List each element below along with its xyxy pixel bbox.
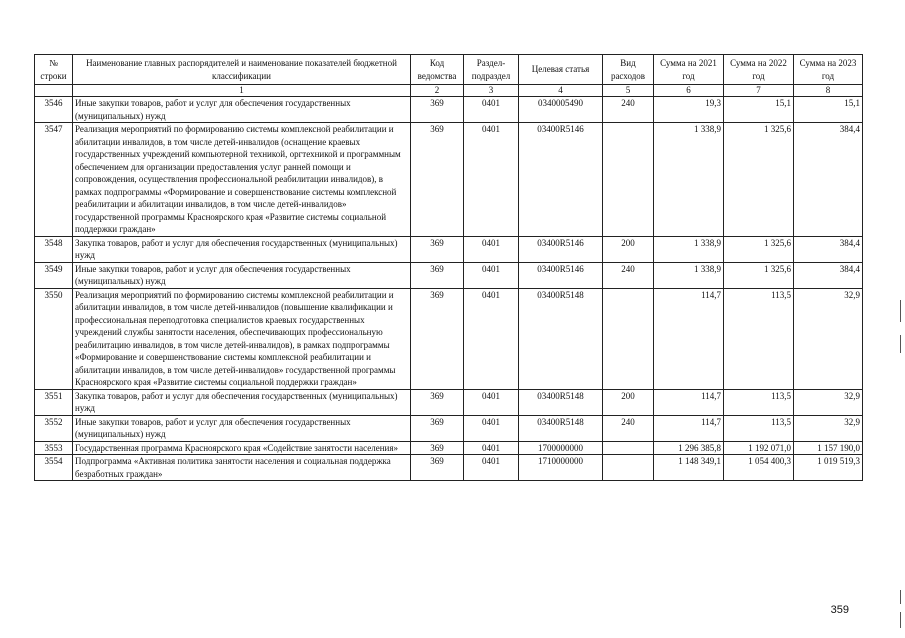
row-sum-2023: 32,9: [794, 288, 863, 389]
table-row: [35, 262, 863, 288]
row-sum-2022: 1 325,6: [724, 123, 794, 237]
row-sum-2021: 1 338,9: [654, 236, 724, 262]
row-sum-2023: 1 019 519,3: [794, 455, 863, 481]
row-dept-code: 369: [411, 288, 464, 389]
column-number-6: 6: [654, 85, 724, 97]
row-number: 3550: [35, 288, 73, 389]
header-row-number: № строки: [35, 55, 73, 85]
column-number-3: 3: [464, 85, 519, 97]
row-expense-type: 200: [603, 236, 654, 262]
row-name: Государственная программа Красноярского края «Содействие занятости населения»: [73, 441, 411, 455]
row-number: 3553: [35, 441, 73, 455]
row-name: Реализация мероприятий по формированию системы комплексной реабилитации и абилитации инвалидов, в том числе детей-инвалидов (оснащение краевых государственных учреждений компьютерной техникой, оргтехникой и программным обеспечением для организации предоставления услуг ранней помощи и сопровождения, осуществления профессиональной реабилитации инвалидов), в рамках подпрограммы «Формирование и совершенствование системы комплексной реабилитации и абилитации инвалидов, в том числе детей-инвалидов» государственной программы Красноярского края «Развитие системы социальной поддержки граждан»: [73, 123, 411, 237]
table-row: [35, 288, 863, 389]
table-row: [35, 236, 863, 262]
row-name: Закупка товаров, работ и услуг для обеспечения государственных (муниципальных) нужд: [73, 236, 411, 262]
row-dept-code: 369: [411, 262, 464, 288]
row-sum-2021: 1 338,9: [654, 123, 724, 237]
row-expense-type: [603, 455, 654, 481]
row-sum-2022: 1 054 400,3: [724, 455, 794, 481]
row-section: 0401: [464, 415, 519, 441]
column-number-5: 5: [603, 85, 654, 97]
table-row: [35, 97, 863, 123]
scan-edge-mark: [900, 335, 901, 353]
row-dept-code: 369: [411, 97, 464, 123]
row-number: 3554: [35, 455, 73, 481]
row-sum-2023: 384,4: [794, 236, 863, 262]
row-name: Иные закупки товаров, работ и услуг для обеспечения государственных (муниципальных) нужд: [73, 97, 411, 123]
table-row: [35, 455, 863, 481]
header-section: Раздел-подраздел: [464, 55, 519, 85]
row-name: Закупка товаров, работ и услуг для обеспечения государственных (муниципальных) нужд: [73, 389, 411, 415]
row-sum-2023: 32,9: [794, 389, 863, 415]
row-sum-2022: 1 192 071,0: [724, 441, 794, 455]
column-number-0: [35, 85, 73, 97]
row-name: Реализация мероприятий по формированию системы комплексной реабилитации и абилитации инвалидов, в том числе детей-инвалидов (повышение квалификации и профессиональная переподготовка специалистов краевых государственных учреждений службы занятости населения, обеспечивающих профессиональную реабилитацию инвалидов, в том числе детей-инвалидов), в рамках подпрограммы «Формирование и совершенствование системы комплексной реабилитации и абилитации инвалидов, в том числе детей-инвалидов» государственной программы Красноярского края «Развитие системы социальной поддержки граждан»: [73, 288, 411, 389]
header-sum-2023: Сумма на 2023 год: [794, 55, 863, 85]
row-sum-2023: 15,1: [794, 97, 863, 123]
row-name: Подпрограмма «Активная политика занятости населения и социальная поддержка безработных граждан»: [73, 455, 411, 481]
row-number: 3549: [35, 262, 73, 288]
row-expense-type: [603, 123, 654, 237]
row-target-article: 03400R5146: [519, 262, 603, 288]
row-sum-2023: 1 157 190,0: [794, 441, 863, 455]
column-number-2: 2: [411, 85, 464, 97]
column-number-8: 8: [794, 85, 863, 97]
budget-table: [34, 54, 863, 481]
row-expense-type: 240: [603, 262, 654, 288]
row-sum-2022: 113,5: [724, 415, 794, 441]
table-row: [35, 415, 863, 441]
header-sum-2021: Сумма на 2021 год: [654, 55, 724, 85]
row-sum-2023: 32,9: [794, 415, 863, 441]
row-section: 0401: [464, 288, 519, 389]
row-target-article: 03400R5148: [519, 389, 603, 415]
table-row: [35, 123, 863, 237]
scan-edge-mark: [900, 612, 901, 628]
row-section: 0401: [464, 262, 519, 288]
row-dept-code: 369: [411, 415, 464, 441]
column-number-7: 7: [724, 85, 794, 97]
row-target-article: 03400R5146: [519, 123, 603, 237]
row-number: 3552: [35, 415, 73, 441]
row-sum-2021: 114,7: [654, 389, 724, 415]
row-number: 3547: [35, 123, 73, 237]
row-sum-2021: 1 148 349,1: [654, 455, 724, 481]
table-body: [35, 97, 863, 481]
scan-edge-mark: [900, 300, 901, 322]
row-sum-2022: 15,1: [724, 97, 794, 123]
row-target-article: 1710000000: [519, 455, 603, 481]
row-target-article: 03400R5148: [519, 288, 603, 389]
row-section: 0401: [464, 441, 519, 455]
row-expense-type: 200: [603, 389, 654, 415]
row-expense-type: 240: [603, 97, 654, 123]
row-target-article: 03400R5148: [519, 415, 603, 441]
row-sum-2021: 114,7: [654, 415, 724, 441]
header-sum-2022: Сумма на 2022 год: [724, 55, 794, 85]
row-section: 0401: [464, 455, 519, 481]
row-dept-code: 369: [411, 441, 464, 455]
row-section: 0401: [464, 236, 519, 262]
row-number: 3546: [35, 97, 73, 123]
row-number: 3551: [35, 389, 73, 415]
row-name: Иные закупки товаров, работ и услуг для обеспечения государственных (муниципальных) нужд: [73, 262, 411, 288]
row-dept-code: 369: [411, 455, 464, 481]
table-row: [35, 389, 863, 415]
row-section: 0401: [464, 389, 519, 415]
table-header: [35, 55, 863, 97]
row-sum-2021: 1 296 385,8: [654, 441, 724, 455]
row-expense-type: [603, 441, 654, 455]
header-target-article: Целевая статья: [519, 55, 603, 85]
column-number-1: 1: [73, 85, 411, 97]
row-sum-2022: 113,5: [724, 389, 794, 415]
row-section: 0401: [464, 123, 519, 237]
row-sum-2023: 384,4: [794, 262, 863, 288]
row-sum-2022: 113,5: [724, 288, 794, 389]
table-row: [35, 441, 863, 455]
row-number: 3548: [35, 236, 73, 262]
column-number-4: 4: [519, 85, 603, 97]
row-sum-2022: 1 325,6: [724, 236, 794, 262]
header-name: Наименование главных распорядителей и наименование показателей бюджетной классификации: [73, 55, 411, 85]
row-dept-code: 369: [411, 236, 464, 262]
row-sum-2023: 384,4: [794, 123, 863, 237]
header-expense-type: Вид расходов: [603, 55, 654, 85]
row-target-article: 03400R5146: [519, 236, 603, 262]
row-expense-type: 240: [603, 415, 654, 441]
row-sum-2021: 1 338,9: [654, 262, 724, 288]
row-expense-type: [603, 288, 654, 389]
row-target-article: 0340005490: [519, 97, 603, 123]
scan-edge-mark: [900, 590, 901, 604]
page-number: 359: [830, 604, 849, 616]
row-sum-2022: 1 325,6: [724, 262, 794, 288]
row-sum-2021: 114,7: [654, 288, 724, 389]
row-dept-code: 369: [411, 389, 464, 415]
row-sum-2021: 19,3: [654, 97, 724, 123]
row-target-article: 1700000000: [519, 441, 603, 455]
header-dept-code: Код ведомства: [411, 55, 464, 85]
row-dept-code: 369: [411, 123, 464, 237]
row-section: 0401: [464, 97, 519, 123]
row-name: Иные закупки товаров, работ и услуг для обеспечения государственных (муниципальных) нужд: [73, 415, 411, 441]
